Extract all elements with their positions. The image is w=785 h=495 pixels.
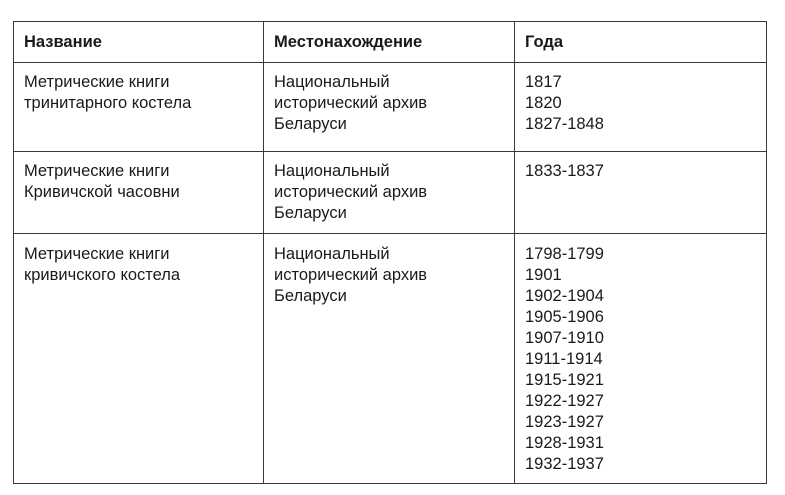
- cell-name: [14, 152, 264, 234]
- year-entry: 1902-1904: [525, 287, 604, 305]
- name-line: Кривичской часовни: [24, 183, 180, 201]
- location-line: исторический архив: [274, 94, 428, 112]
- location-line: исторический архив: [274, 266, 428, 284]
- table-header-row: [14, 22, 767, 63]
- year-entry: 1922-1927: [525, 392, 604, 410]
- location-line: Беларуси: [274, 287, 347, 305]
- cell-years: [515, 234, 767, 484]
- cell-location: [264, 152, 515, 234]
- cell-years: [515, 152, 767, 234]
- year-entry: 1905-1906: [525, 308, 604, 326]
- year-entry: 1915-1921: [525, 371, 604, 389]
- name-line: кривичского костела: [24, 266, 181, 284]
- cell-location: [264, 234, 515, 484]
- header-location: Местонахождение: [264, 22, 515, 63]
- location-line: исторический архив: [274, 183, 428, 201]
- year-entry: 1817: [525, 73, 562, 91]
- name-line: Метрические книги: [24, 245, 170, 263]
- year-entry: 1928-1931: [525, 434, 604, 452]
- header-years: Года: [515, 22, 767, 63]
- name-line: Метрические книги: [24, 162, 170, 180]
- location-line: Беларуси: [274, 204, 347, 222]
- cell-years: [515, 63, 767, 152]
- cell-location: [264, 63, 515, 152]
- location-line: Национальный: [274, 162, 390, 180]
- table-row: [14, 234, 767, 484]
- table-row: [14, 152, 767, 234]
- table-row: [14, 63, 767, 152]
- location-line: Национальный: [274, 245, 390, 263]
- year-entry: 1911-1914: [525, 350, 603, 368]
- location-line: Национальный: [274, 73, 390, 91]
- location-line: Беларуси: [274, 115, 347, 133]
- year-entry: 1901: [525, 266, 562, 284]
- year-entry: 1932-1937: [525, 455, 604, 473]
- cell-name: [14, 63, 264, 152]
- name-line: тринитарного костела: [24, 94, 192, 112]
- year-entry: 1798-1799: [525, 245, 604, 263]
- cell-name: [14, 234, 264, 484]
- year-entry: 1907-1910: [525, 329, 604, 347]
- name-line: Метрические книги: [24, 73, 170, 91]
- year-entry: 1820: [525, 94, 562, 112]
- year-entry: 1827-1848: [525, 115, 604, 133]
- header-name: Название: [14, 22, 264, 63]
- year-entry: 1923-1927: [525, 413, 604, 431]
- year-entry: 1833-1837: [525, 162, 604, 180]
- archive-records-table: [13, 21, 767, 484]
